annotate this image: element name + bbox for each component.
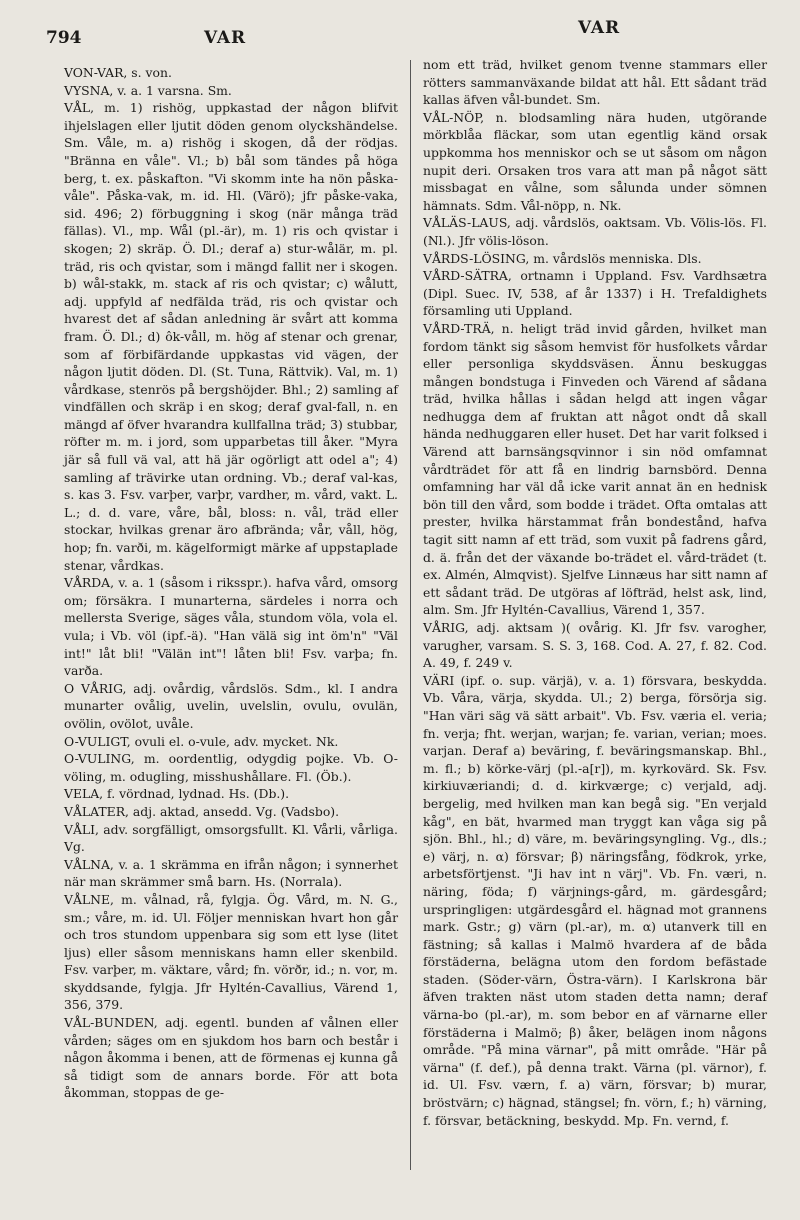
entry: VELA, f. vördnad, lydnad. Hs. (Db.). — [64, 786, 290, 802]
page-number: 794 — [46, 28, 82, 48]
entry: VÄRI (ipf. o. sup. värjä), v. a. 1) försvara, beskydda. Vb. Våra, värja, skydda. Ul.; 2) berga, försörja sig. "Han väri säg vä sätt arbait". Vb. Fsv. væria el. veria; fn. verja; fht. werjan, warjan; fe. varian, verian; moes. varjan. Deraf a) beväring, f. beväringsmanskap. Bhl., m. fl.; b) körke-värj (pl.-a[r]), m. kyrkovärd. Sk. Fsv. kirkiuværiandi; d. d. kirkværge; c) verjald, adj. bergelig, med hvilken man kan begå sig. "En verjald kåg", en bät, hvarmed man tryggt kan våga sig på sjön. Bhl., hl.; d) väre, m. beväringsyngling. Vg., dls.; e) värj, n. α) försvar; β) näringsfång, födkrok, yrke, arbetsförtjenst. "Ji hav int n värj". Vb. Fn. væri, n. näring, föda; f) värjnings-gård, m. gärdesgård; urspringligen: utgärdesgård el. hägnad mot grannens mark. Gstr.; g) värn (pl.-ar), m. α) utanverk till en fästning; så kallas i Malmö hvardera af de båda förstäderna, belägna utom den fordom befästade staden. (Söder-värn, Östra-värn). I Karlskrona bär äfven trakten näst utom staden detta namn; deraf värna-bo (pl.-ar), m. som bebor en af värnarne eller förstäderna i Malmö; β) åker, belägen inom någons område. "På mina värnar", på mitt område. "Här på värna" (f. def.), på denna trakt. Värna (pl. värnor), f. id. Ul. Fsv. værn, f. a) värn, försvar; b) murar, bröstvärn; c) hägnad, stängsel; fn. vörn, f.; h) värning, f. försvar, betäckning, beskydd. Mp. Fn. vernd, f. — [423, 672, 767, 1128]
column-divider — [410, 60, 411, 1170]
entry: VÅLATER, adj. aktad, ansedd. Vg. (Vadsbo). — [64, 803, 340, 819]
right-column — [423, 56, 767, 1129]
running-head-right: VAR — [578, 18, 621, 38]
running-head-left: VAR — [204, 28, 247, 48]
entry: VÅRD-SÄTRA, ortnamn i Uppland. Fsv. Vardhsætra (Dipl. Suec. IV, 538, af år 1337) i H. Trefaldighets församling uti Uppland. — [423, 268, 767, 319]
left-column — [64, 64, 398, 1102]
entry: nom ett träd, hvilket genom tvenne stammars eller rötters sammanväxande bildat att hål. Ett sådant träd kallas äfven vål-bundet. Sm. — [423, 57, 767, 108]
entry: VYSNA, v. a. 1 varsna. Sm. — [64, 82, 232, 98]
entry: VÅRDS-LÖSING, m. vårdslös menniska. Dls. — [423, 250, 702, 266]
entry: VÅLI, adv. sorgfälligt, omsorgsfullt. Kl. Vårli, vårliga. Vg. — [64, 821, 398, 855]
entry: O VÅRIG, adj. ovårdig, vårdslös. Sdm., kl. I andra munarter ovålig, uvelin, uvelslin, ovulu, ovulän, ovölin, ovölot, uvåle. — [64, 680, 398, 731]
entry: O-VULING, m. oordentlig, odygdig pojke. Vb. O-völing, m. odugling, misshushållare. Fl. (Öb.). — [64, 751, 398, 784]
entry: VÅL-BUNDEN, adj. egentl. bunden af vålnen eller vården; säges om en sjukdom hos barn och består i någon åkomma i benen, att de förmenas ej kunna gå så tidigt som de annars borde. För att bota åkomman, stoppas de ge- — [64, 1015, 398, 1101]
entry: VÅLNA, v. a. 1 skrämma en ifrån någon; i synnerhet när man skrämmer små barn. Hs. (Norrala). — [64, 856, 398, 890]
entry: VÅRD-TRÄ, n. heligt träd invid gården, hvilket man fordom tänkt sig såsom hemvist för husfolkets vårdar eller personliga skyddsväsen. Ännu beskuggas mången bondstuga i Finveden och Värend af sådana träd, hvilka hållas i sådan helgd att ingen vågar nedhugga dem af fruktan att något ondt då skall hända nedhuggaren eller huset. Det har varit folksed i Värend att barnsängsqvinnor i sin nöd omfamnat vårdträdet för att få en lindrig barnsbörd. Denna omfamning har väl då icke varit annat än en hednisk bön till den vård, som bodde i trädet. Ofta omtalas att prester, hvilka härstammat från bondestånd, hafva tagit sitt namn af ett träd, som vuxit på fadrens gård, d. ä. från det der växande bo-trädet el. vård-trädet (t. ex. Almén, Almqvist). Sjelfve Linnæus har sitt namn af ett sådant träd. De utgöras af löfträd, helst ask, lind, alm. Sm. Jfr Hyltén-Cavallius, Värend 1, 357. — [423, 320, 767, 618]
entry: VÅL-NÖP, n. blodsamling nära huden, utgörande mörkblåa fläckar, som utan egentlig känd orsak uppkomma hos menniskor och se ut såsom om någon nupit deri. Orsaken tros vara att man på något sätt missbagat en vålne, som sålunda under sömnen hämnats. Sdm. Vål-nöpp, n. Nk. — [423, 109, 767, 213]
entry: VON-VAR, s. von. — [64, 65, 172, 80]
entry: VÅLNE, m. vålnad, rå, fylgja. Ög. Vård, m. N. G., sm.; våre, m. id. Ul. Följer menniskan hvart hon går och tros stundom uppenbara sig som ett lyse (litet ljus) eller såsom menniskans hamn eller skenbild. Fsv. varþer, m. väktare, vård; fn. vörðr, id.; n. vor, m. skyddsande, fylgja. Jfr Hyltén-Cavallius, Värend 1, 356, 379. — [64, 891, 398, 1013]
entry: VÅL, m. 1) rishög, uppkastad der någon blifvit ihjelslagen eller ljutit döden genom olyckshändelse. Sm. Våle, m. a) rishög i skogen, då der rödjas. "Bränna en våle". Vl.; b) bål som tändes på höga berg, t. ex. påskafton. "Vi skomm inte ha nön påska-våle". Påska-vak, m. id. Hl. (Värö); jfr påske-vaka, sid. 496; 2) förbuggning i skog (när många träd fällas). Vl., mp. Wål (pl.-är), m. 1) ris och qvistar i skogen; 2) skräp. Ö. Dl.; deraf a) stur-wålär, m. pl. träd, ris och qvistar, som i mängd fallit ner i skogen. b) wål-stakk, m. stack af ris och qvistar; c) wålutt, adj. uppfyld af nedfälda träd, ris och qvistar och hvarest det af sådan anledning är svårt att komma fram. Ö. Dl.; d) ôk-våll, m. hög af stenar och grenar, som af förbifärdande uppkastas vid vägen, der någon ljutit döden. Dl. (St. Tuna, Rättvik). Val, m. 1) vårdkase, stenrös på bergshöjder. Bhl.; 2) samling af vindfällen och skräp i en skog; deraf gval-fall, n. en mängd af öfver hvarandra kullfallna träd; 3) stubbar, röfter m. m. i jord, som upparbetas till åker. "Myra jär så full vä val, att hä jär ogörligt att odel a"; 4) samling af trävirke utan ordning. Vb.; deraf val-kas, s. kas 3. Fsv. varþer, varþr, vardher, m. vård, vakt. L. L.; d. d. vare, våre, bål, bloss: n. vål, träd eller stockar, hvilkas grenar äro afbrända; vår, våll, hög, hop; fn. varði, m. kägelformigt märke af uppstaplade stenar, vårdkas. — [64, 100, 398, 573]
entry: VÅLÄS-LAUS, adj. vårdslös, oaktsam. Vb. Völis-lös. Fl. (Nl.). Jfr völis-löson. — [423, 215, 767, 248]
entry: VÅRIG, adj. aktsam )( ovårig. Kl. Jfr fsv. varogher, varugher, varsam. S. S. 3, 168. Cod. A. 27, f. 82. Cod. A. 49, f. 249 v. — [423, 620, 767, 671]
entry: O-VULIGT, ovuli el. o-vule, adv. mycket. Nk. — [64, 733, 339, 749]
entry: VÅRDA, v. a. 1 (såsom i riksspr.). hafva vård, omsorg om; försäkra. I munarterna, särdeles i norra och mellersta Sverige, säges våla, stundom völa, vola el. vula; i Vb. völ (ipf.-ä). "Han välä sig int öm'n" "Väl int!" låt bli! "Välän int"! låten bli! Fsv. varþa; fn. varða. — [64, 575, 398, 679]
